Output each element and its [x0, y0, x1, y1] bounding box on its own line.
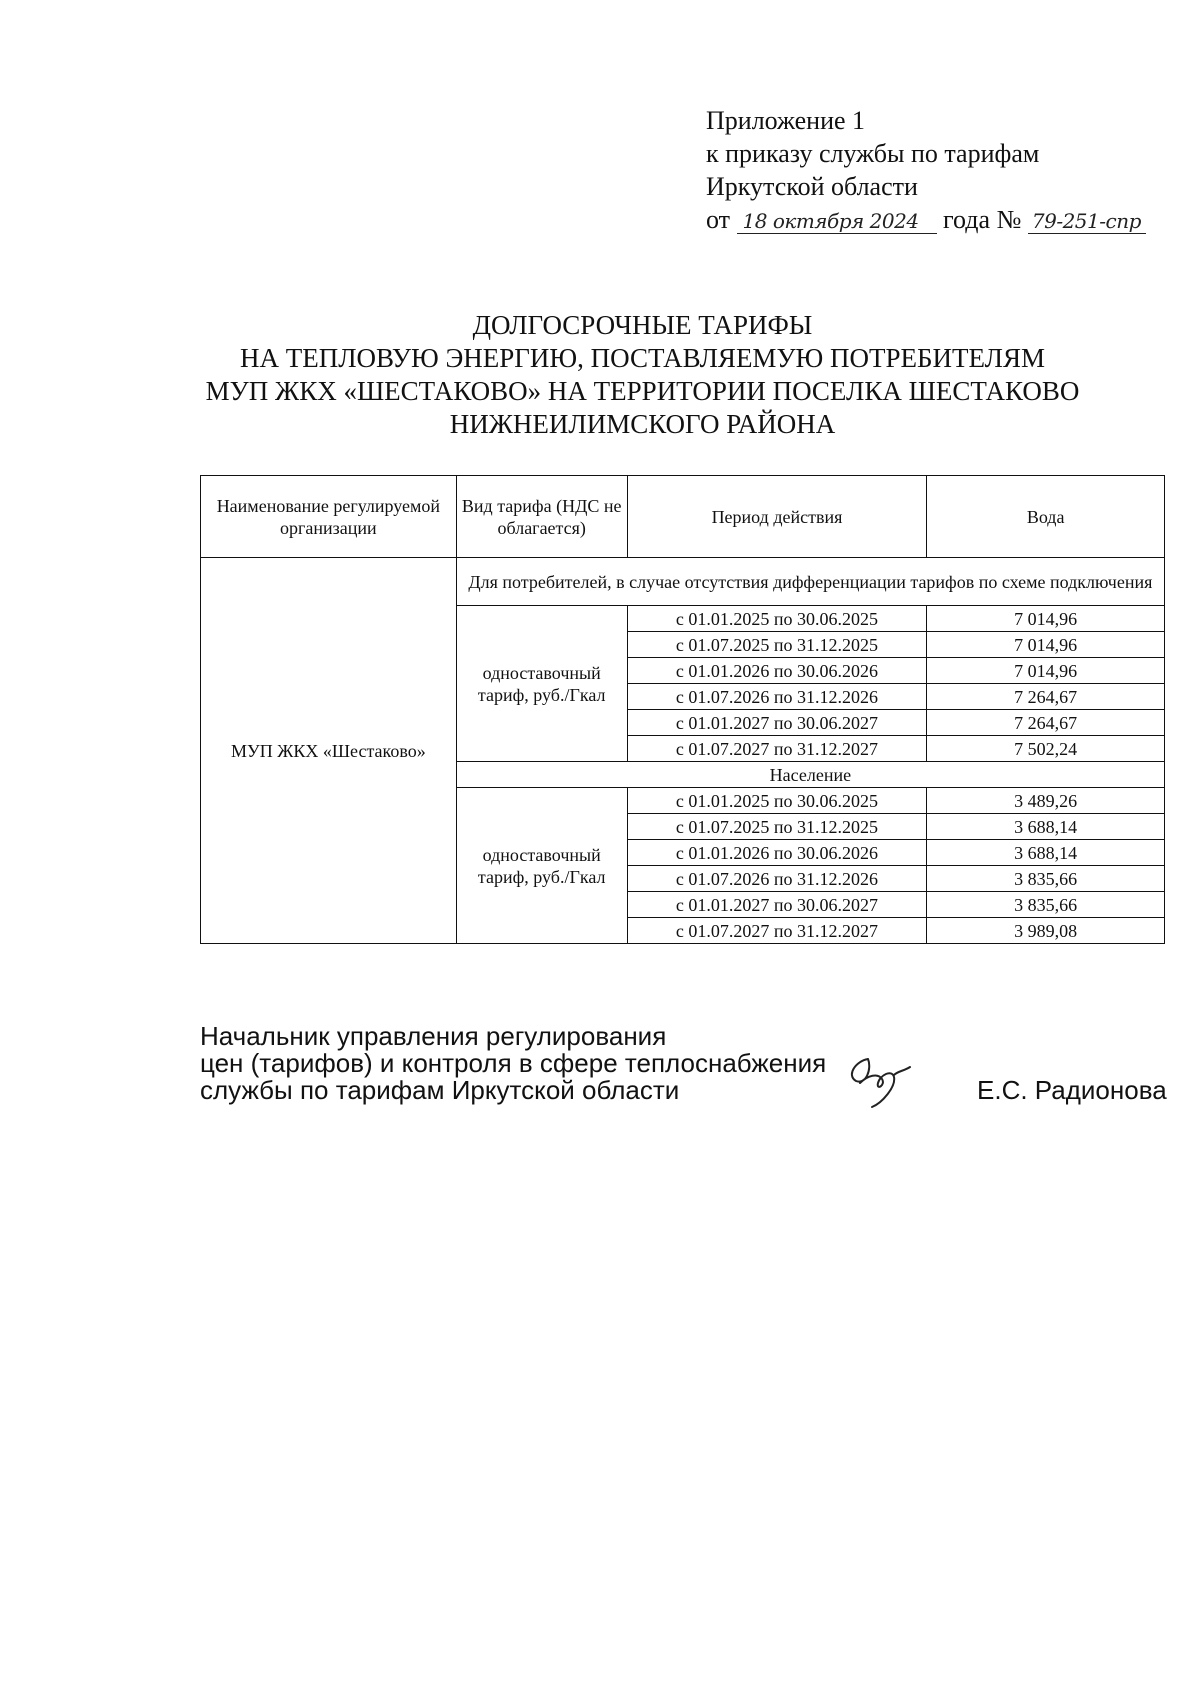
section-title-row: [201, 558, 1165, 606]
value-cell: 7 014,96: [927, 658, 1165, 684]
value-cell: 7 014,96: [927, 606, 1165, 632]
tariff-type-cell: одноставочный тариф, руб./Гкал: [456, 788, 627, 944]
title-line-2: НА ТЕПЛОВУЮ ЭНЕРГИЮ, ПОСТАВЛЯЕМУЮ ПОТРЕБИТЕЛЯМ: [239, 343, 1046, 373]
value-cell: 3 688,14: [927, 814, 1165, 840]
title-line-4: НИЖНЕИЛИМСКОГО РАЙОНА: [449, 409, 836, 439]
appendix-date-line: [706, 203, 1146, 236]
period-cell: с 01.07.2025 по 31.12.2025: [627, 632, 927, 658]
table-header-row: [201, 476, 1165, 558]
appendix-header: [706, 104, 1146, 236]
value-cell: 7 502,24: [927, 736, 1165, 762]
position-line-1: Начальник управления регулирования: [200, 1021, 667, 1051]
period-cell: с 01.01.2027 по 30.06.2027: [627, 710, 927, 736]
period-cell: с 01.01.2026 по 30.06.2026: [627, 840, 927, 866]
handwritten-signature-icon: [838, 1045, 928, 1115]
value-cell: 3 489,26: [927, 788, 1165, 814]
from-label: от: [706, 205, 731, 234]
signer-name: Е.С. Радионова: [977, 1075, 1167, 1105]
period-cell: с 01.07.2026 по 31.12.2026: [627, 866, 927, 892]
header-water: Вода: [927, 476, 1165, 558]
section-title: Для потребителей, в случае отсутствия дифференциации тарифов по схеме подключения: [456, 558, 1164, 606]
handwritten-date: 18 октября 2024: [737, 209, 937, 234]
title-line-1: ДОЛГОСРОЧНЫЕ ТАРИФЫ: [472, 310, 813, 340]
header-org: Наименование регулируемой организации: [201, 476, 457, 558]
period-cell: с 01.01.2025 по 30.06.2025: [627, 788, 927, 814]
value-cell: 3 835,66: [927, 866, 1165, 892]
position-line-3: службы по тарифам Иркутской области: [200, 1075, 680, 1105]
tariffs-table: [200, 475, 1165, 944]
header-tariff-type: Вид тарифа (НДС не облагается): [456, 476, 627, 558]
value-cell: 7 264,67: [927, 684, 1165, 710]
value-cell: 7 264,67: [927, 710, 1165, 736]
header-period: Период действия: [627, 476, 927, 558]
section-title: Население: [456, 762, 1164, 788]
period-cell: с 01.01.2026 по 30.06.2026: [627, 658, 927, 684]
period-cell: с 01.01.2027 по 30.06.2027: [627, 892, 927, 918]
period-cell: с 01.07.2027 по 31.12.2027: [627, 736, 927, 762]
period-cell: с 01.01.2025 по 30.06.2025: [627, 606, 927, 632]
signature-position: [200, 1023, 826, 1104]
value-cell: 3 835,66: [927, 892, 1165, 918]
year-number-label: года №: [943, 205, 1022, 234]
appendix-title: Приложение 1: [706, 106, 866, 135]
appendix-region: Иркутской области: [706, 172, 918, 201]
value-cell: 7 014,96: [927, 632, 1165, 658]
organization-cell: МУП ЖКХ «Шестаково»: [201, 558, 457, 944]
period-cell: с 01.07.2025 по 31.12.2025: [627, 814, 927, 840]
appendix-order-ref: к приказу службы по тарифам: [706, 139, 1040, 168]
period-cell: с 01.07.2026 по 31.12.2026: [627, 684, 927, 710]
value-cell: 3 989,08: [927, 918, 1165, 944]
handwritten-order-number: 79-251-спр: [1028, 209, 1146, 234]
tariff-type-cell: одноставочный тариф, руб./Гкал: [456, 606, 627, 762]
title-line-3: МУП ЖКХ «ШЕСТАКОВО» НА ТЕРРИТОРИИ ПОСЕЛКА ШЕСТАКОВО: [205, 376, 1080, 406]
document-title: [200, 309, 1085, 441]
period-cell: с 01.07.2027 по 31.12.2027: [627, 918, 927, 944]
value-cell: 3 688,14: [927, 840, 1165, 866]
position-line-2: цен (тарифов) и контроля в сфере теплоснабжения: [200, 1048, 827, 1078]
